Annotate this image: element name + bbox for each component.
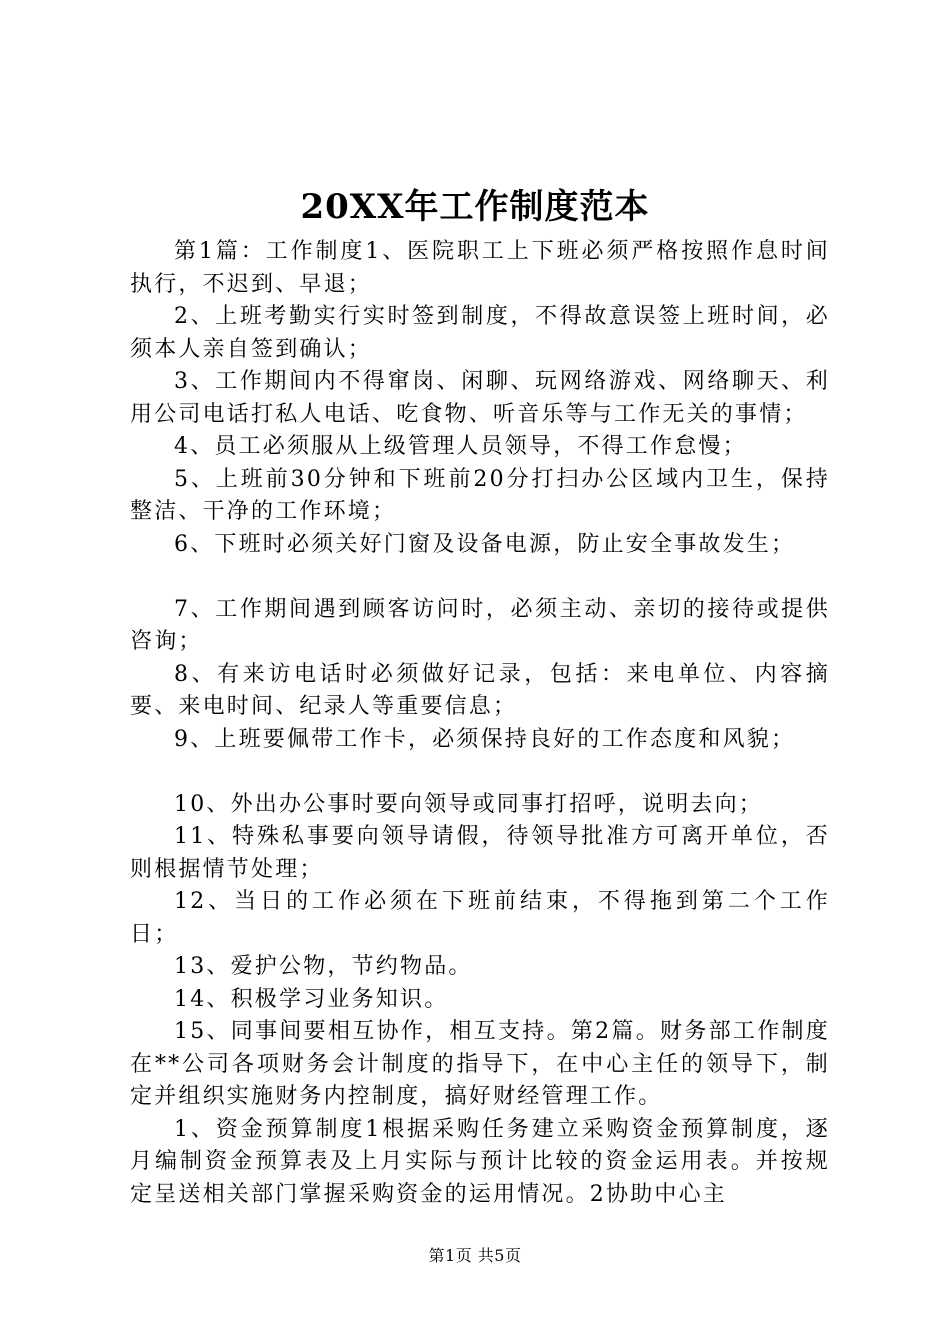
paragraph-15: 15、同事间要相互协作，相互支持。第2篇。财务部工作制度在**公司各项财务会计制度的指导下，在中心主任的领导下，制定并组织实施财务内控制度，搞好财经管理工作。 — [130, 1019, 830, 1109]
paragraph-11: 11、特殊私事要向领导请假，待领导批准方可离开单位，否则根据情节处理； — [130, 824, 830, 882]
document-body — [130, 236, 830, 1211]
paragraph-12: 12、当日的工作必须在下班前结束，不得拖到第二个工作日； — [130, 889, 830, 947]
page-footer: 第1页 共5页 — [428, 1246, 522, 1265]
paragraph-13: 13、爱护公物，节约物品。 — [174, 954, 473, 979]
paragraph-6: 6、下班时必须关好门窗及设备电源，防止安全事故发生； — [174, 531, 796, 557]
paragraph-10: 10、外出办公事时要向领导或同事打招呼，说明去向； — [174, 791, 763, 817]
paragraph-16: 1、资金预算制度1根据采购任务建立采购资金预算制度，逐月编制资金预算表及上月实际与预计比较的资金运用表。并按规定呈送相关部门掌握采购资金的运用情况。2协助中心主 — [130, 1116, 830, 1207]
paragraph-1: 第1篇：工作制度1、医院职工上下班必须严格按照作息时间执行，不迟到、早退； — [130, 239, 830, 297]
paragraph-14: 14、积极学习业务知识。 — [174, 986, 449, 1012]
document-title: 20XX年工作制度范本 — [300, 187, 650, 227]
paragraph-9: 9、上班要佩带工作卡，必须保持良好的工作态度和风貌； — [174, 726, 796, 752]
paragraph-5: 5、上班前30分钟和下班前20分打扫办公区域内卫生，保持整洁、干净的工作环境； — [130, 466, 830, 524]
paragraph-2: 2、上班考勤实行实时签到制度，不得故意误签上班时间，必须本人亲自签到确认； — [130, 304, 830, 362]
paragraph-3: 3、工作期间内不得窜岗、闲聊、玩网络游戏、网络聊天、利用公司电话打私人电话、吃食物、听音乐等与工作无关的事情； — [130, 369, 830, 427]
paragraph-7: 7、工作期间遇到顾客访问时，必须主动、亲切的接待或提供咨询； — [130, 596, 830, 654]
paragraph-4: 4、员工必须服从上级管理人员领导，不得工作怠慢； — [174, 434, 747, 459]
paragraph-8: 8、有来访电话时必须做好记录，包括：来电单位、内容摘要、来电时间、纪录人等重要信息； — [130, 661, 830, 719]
